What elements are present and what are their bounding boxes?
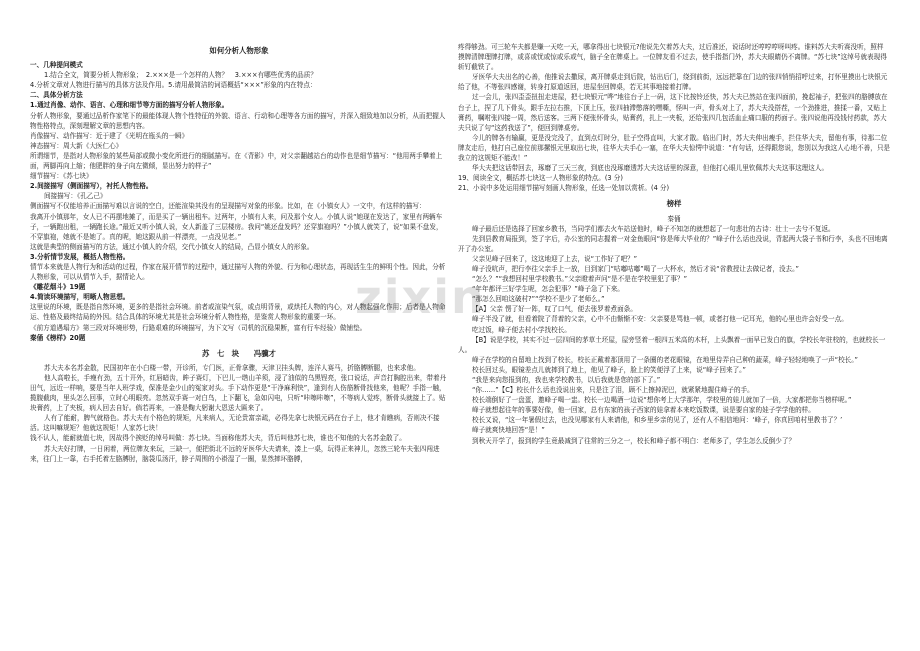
story2-author: 秦俑	[667, 214, 681, 223]
story2-paragraph: 吃过饭，峰子便去村小学找校长。	[472, 325, 571, 334]
paragraph: 肖像描写、动作描写：近于建了《光明在瓶头的一瞬》	[30, 131, 189, 140]
story-paragraph: 人有了能耐，脾气就格色。苏大夫有个格色的规矩，凡来病人，无论贵富亲疏，必得先拿七块银元码在台子上，他才肯瞧病，否则决不接活。这叫嘛规矩？他就这规矩！人家苏七块！	[30, 414, 440, 433]
story2-paragraph: 校长又说，“这一年暑假过去，也没见哪家有人来请他，和乡里乡亲的见了，还有人不相信地问：‘峰子，你真回咱村里教书了？’	[472, 416, 843, 425]
story2-paragraph: 父亲见峰子回来了，这这地迎了上去，说“工作好了吧？”	[472, 254, 638, 263]
story-paragraph: 今儿的牌各有输赢，更是没完没了，直到点灯时分，肚子空得直叫，大家才散。临出门时，苏大夫伸出瘦手，拦住华大夫，留他有事，待那二位牌友走后，他打自己座位前那摞银元里取出七块，往华大夫手心一塞，在华大夫惊愕中说道：“有句话，还得跟您说，您别以为我这人心地不善，只是我立的这规矩不能改！”	[458, 133, 891, 163]
story2-paragraph: “你……”【C】校长什么话也没说出来，只是注了泪，顾不上擦掉泥巴，就紧紧地握住峰子的手。	[472, 386, 754, 395]
paragraph: 间接描写：《孔乙己》	[44, 192, 107, 201]
paragraph: 秦俑《榜样》20题	[30, 333, 86, 342]
paragraph: 情节本来就是人物行为和活动的过程，作家在展开情节的过程中，通过描写人物的外貌、行为和心理状态，再现活生生的鲜明个性。因此，分析人物形象，可以从情节入手，据情论人。	[30, 262, 446, 282]
story-paragraph: 他人高啦长，手瘦有劲，五十开外，红唇暗齿，眸子赛灯，下巴儿一绺山羊须，浸了油似的乌黑锃亮，张口说话，声音打胸腔出来，带着丹田气，远近一样响，要是当年人班学戏，保准是金少山的冤家对头。手下动作更是“干净麻利快”，逢到有人伤筋断骨找他来，他呢？手指一触，揽腹截肉，里头怎么回事，立时心明眼亮。忽然双手赛一对白鸟，上下翻飞，急如闪电，只听“咔嚓咔嚓”，不等病人觉疼，断骨头就接上了。贴块膏药，上了夹板，病人回去自好。倘若再来，一准是鞠大躬谢大恩送大匾来了。	[30, 373, 447, 413]
story2-paragraph: 峰子最后还是选择了回家乡教书，当同学们都去火车站送他时，峰子不知怎的就想起了一句悲壮的古诗：壮士一去兮不复返。	[472, 224, 835, 233]
paragraph: 细节描写：《苏七块》	[30, 172, 93, 181]
story2-paragraph: 峰子就想起往年的事要好像，他一回家，总有东家的孩子西家的娃拿着本来吃饭数课，说是要自家的娃子学学他的样。	[472, 406, 815, 415]
story2-paragraph: 【B】说是学校，其实不过一层四间的茅草土坯屋，屋旁竖着一根四五米高的木杆，上头飘着一面早已发白的旗，学校长年驻校的，也就校长一人。	[458, 335, 886, 354]
story2-paragraph: 峰子就爽快地回答“是！”	[472, 426, 545, 435]
story2-paragraph: 先到县教育局报到，签了字后，办公室的同志握着一对金鱼眼问“你是师大毕业的？”峰子什么话也没说，背起两大袋子书和行李，头也不回地离开了办公室。	[458, 234, 888, 253]
story2-paragraph: 峰子没吭声，把行李往父亲手上一放，目到家门“咕嘟咕嘟”喝了一大杯水，然后才说“省教授让去做记者，没去。”	[472, 264, 799, 273]
method-heading: 2.间接描写（侧面描写），衬托人物性格。	[30, 182, 153, 191]
story2-paragraph: “年年都评三好学生呢，怎会犯事？”峰子急了下来。	[472, 285, 624, 294]
question-item: 19、阅读全文，概括苏七块这一人物形象的特点。(3 分)	[458, 174, 623, 183]
story2-paragraph: 校长端倒好了一盘蛋，邀峰子喝一盅。校长一边喝酒一边说“想你考上大学那年，学校里的娃儿就加了一倍，大家都把你当榜样呢。”	[472, 396, 852, 405]
section-heading: 二、具体分析方法	[30, 91, 83, 100]
paragraph: 《雕花烟斗》19题	[30, 283, 86, 292]
quote-paragraph: 我离开小镇那年，女人已不再摆地摊了，而是买了一辆出租车。过两年，小镇有人来，问及那个女人。小镇人说“她现在发达了，家里有两辆车子，一辆跑出租，一辆跑长途。”最近又听小镇人说，女人新盖了三层楼房。我问“姚还盘发吗？还穿旗袍吗？”小镇人就笑了，说“如果不盘发，不穿旗袍，她就不是她了。真的呢，她这跟从前一样漂亮，一点没见老。”	[30, 212, 443, 241]
paragraph: 神态描写：周大新《大医仁心》	[30, 141, 123, 150]
paragraph: 这里说的环境，既是指自然环境，更多的是指社会环境。前者或渲染气氛，或点明背景，或烘托人物的内心，对人物起强化作用；后者是人物命运、性格及最终结局的外因。结合具体的环境尤其是社会环境分析人物性格，是鉴赏人物形象的重要一环。	[30, 303, 446, 322]
story-paragraph: 疼得够劲。可三轮车夫都是赚一天吃一天，哪拿得出七块银元?他说先欠着苏大夫，过后准还，说话时还哼哼哼呀叫疼。谁料苏大夫听赛没听，照样摸牌清牌理牌打牌，或喜或忧或惊或乐或气，脑子全在牌桌上。一位牌友看不过去，使手指指门外，苏大夫眼睛仍不离牌。“苏七块”这绰号就表现得斩钉截铁了。	[458, 43, 887, 72]
story-paragraph: 华大夫把这话带回去，琢磨了三天三夜，到底也没琢磨透苏大夫这话里的深意，但他打心眼儿里钦佩苏大夫这事这理这人。	[472, 164, 829, 173]
section-heading: 一、几种提问模式	[30, 61, 83, 70]
watermark: zixin	[355, 270, 486, 324]
paragraph: 《前方道遇塌方》第三段对环境形势，行路艰难的环境描写，为下文写（司机的沉稳果断，富有行车经验）做铺垫。	[30, 323, 367, 332]
paragraph: 分析人物形象，要通过品析作家笔下的最能体现人物个性特征的外貌、语言、行动和心理等各方面的描写，并深入细致地加以分析，从而把握人物性格特点，深刻理解文章的思想内容。	[30, 111, 446, 130]
story2-paragraph: 峰子在学校的自留地上找到了校长，校长正戴着那顶用了一条圈的老花眼镜，在地里侍弄自己种的蔬菜，峰子轻轻地唤了一声“校长。”	[472, 355, 858, 364]
story-paragraph: 牙医华大夫出名的心善，他推说去撒尿，离开牌桌走到后院，钻出后门，绕到前街，远远把靠在门边的张四悄悄招呼过来，打怀里摸出七块银元给了他，不等张四感谢，转身打原道返回，进屋坐回牌桌，若无其事地接着打牌。	[458, 73, 888, 92]
story-paragraph: 苏大夫本名苏金散，民国初年在小白楼一带，开诊所，专门医，正骨拿骤，天津卫挂头牌，连洋人赛马，折胳膊断腿，也来求他。	[44, 363, 420, 372]
story2-paragraph: “我是来向您报到的，我也来学校教书，以后我就是您的部下了。”	[472, 376, 661, 384]
story2-paragraph: “怎么？”“我想回村里学校教书。”父亲瞪着声问“是不是在学校里犯了事？”	[472, 275, 688, 284]
paragraph: 所谓细节，是指对人物形象的某些局部或微小变化所进行的细腻描写。在《背影》中，对父亲翻越站台的动作也是细节描写：“他用两手攀着上面，两脚再向上缩；他肥胖的身子向左微倾，显出努力的样子”	[30, 151, 443, 171]
method-heading: 1.通过肖像、动作、语言、心理和细节等方面的描写分析人物形象。	[30, 101, 229, 110]
story2-title: 榜样	[666, 199, 682, 209]
right-column	[458, 42, 890, 446]
method-heading: 3.分析情节发展，概括人物性格。	[30, 252, 130, 261]
paragraph: 侧面描写不仅能培养正面描写难以言说的空白，还能渲染其没有的呈现描写对象的形象。比如，在《小镇女人》一文中，有这样的描写：	[30, 202, 426, 211]
story-title: 苏 七 块 冯骥才	[202, 348, 276, 358]
page-title: 如何分析人物形象	[209, 46, 269, 55]
story2-paragraph: “那怎么回咱这破村?”“学校不是少了老师么。”	[472, 295, 605, 304]
story-paragraph: 过一会儿，张四歪歪扭扭走进屋，把七块银元“哗”地往台子上一码，这下比按铃还快，苏大夫已然站在张四面前，挽起袖子，把张四的胳膊放在台子上，捏了几下骨头，跟手左拉右推，下顶上压，张四抽滞憋落的嘿嘶，怪叫一声，骨头对上了，苏大夫没搭茬，一个劲推进，推揉一番，又贴上膏药，嘱咐张四接一周，然后送客。三两下便张怀骨头，贴膏药，扎上一夹板，还给张四几包活血止痛口服的药面子。张四说他再没钱付药款，苏大夫只说了句“这药我送了”，便回到牌桌旁。	[458, 93, 888, 132]
story2-paragraph: 【A】父亲 愣了好一阵，叹了口气，便去张罗着煮面条。	[472, 305, 637, 314]
story2-paragraph: 校长回过头，眼镜差点儿就摔到了地上，他见了峰子，脸上的笑便浮了上来，说“峰子回来了。”	[472, 365, 746, 374]
story-paragraph: 苏大夫好打牌，一日闲着，两位牌友来玩，三缺一，便把街北不远的牙医华大夫请来，凑上一桌，玩得正来神儿，忽然三轮车夫张四闯进来，往门上一靠，右手托着左胳膊肘，脑袋瓜汤汗，脖子周围的小褂湿了一圈，显然摔坏胳膊，	[30, 444, 440, 463]
method-heading: 4.简读环境描写，明晰人物思想。	[30, 293, 130, 302]
left-column	[30, 40, 448, 464]
story-paragraph: 钱不认人，能耐就值七块，因故得个挨贬的绰号叫做：苏七块。当面称他苏大夫，背后叫他苏七块，谁也不知他的大名苏金散了。	[30, 434, 406, 443]
question-pattern-line: 4.分析文章对人物进行描写的具体方法及作用。5.请用最简洁的词语概括“×××”形象的内在特点：	[30, 81, 317, 90]
question-pattern-line: 1.结合全文，简要分析人物形象； 2.×××是一个怎样的人物？ 3.×××有哪些优秀的品质？	[44, 71, 317, 80]
paragraph: 这就是典型的侧面描写的方法，通过小镇人的介绍，交代小镇女人的结局，凸显小镇女人的形象。	[30, 242, 314, 251]
story2-paragraph: 到秋天开学了，报到的学生竟最减到了往常的三分之一，校长和峰子都不明白：老师多了，学生怎么反倒少了？	[472, 436, 796, 445]
question-item: 21、小说中多处运用细节描写刻画人物形象，任选一处加以赏析。(4 分)	[458, 184, 670, 193]
story2-paragraph: 峰子半没了就，但看着院了背着的父亲，心中不由惭惭不安：父亲要是骂他一顿，或者打他一记耳光，他的心里也许会好受一点。	[472, 315, 848, 324]
